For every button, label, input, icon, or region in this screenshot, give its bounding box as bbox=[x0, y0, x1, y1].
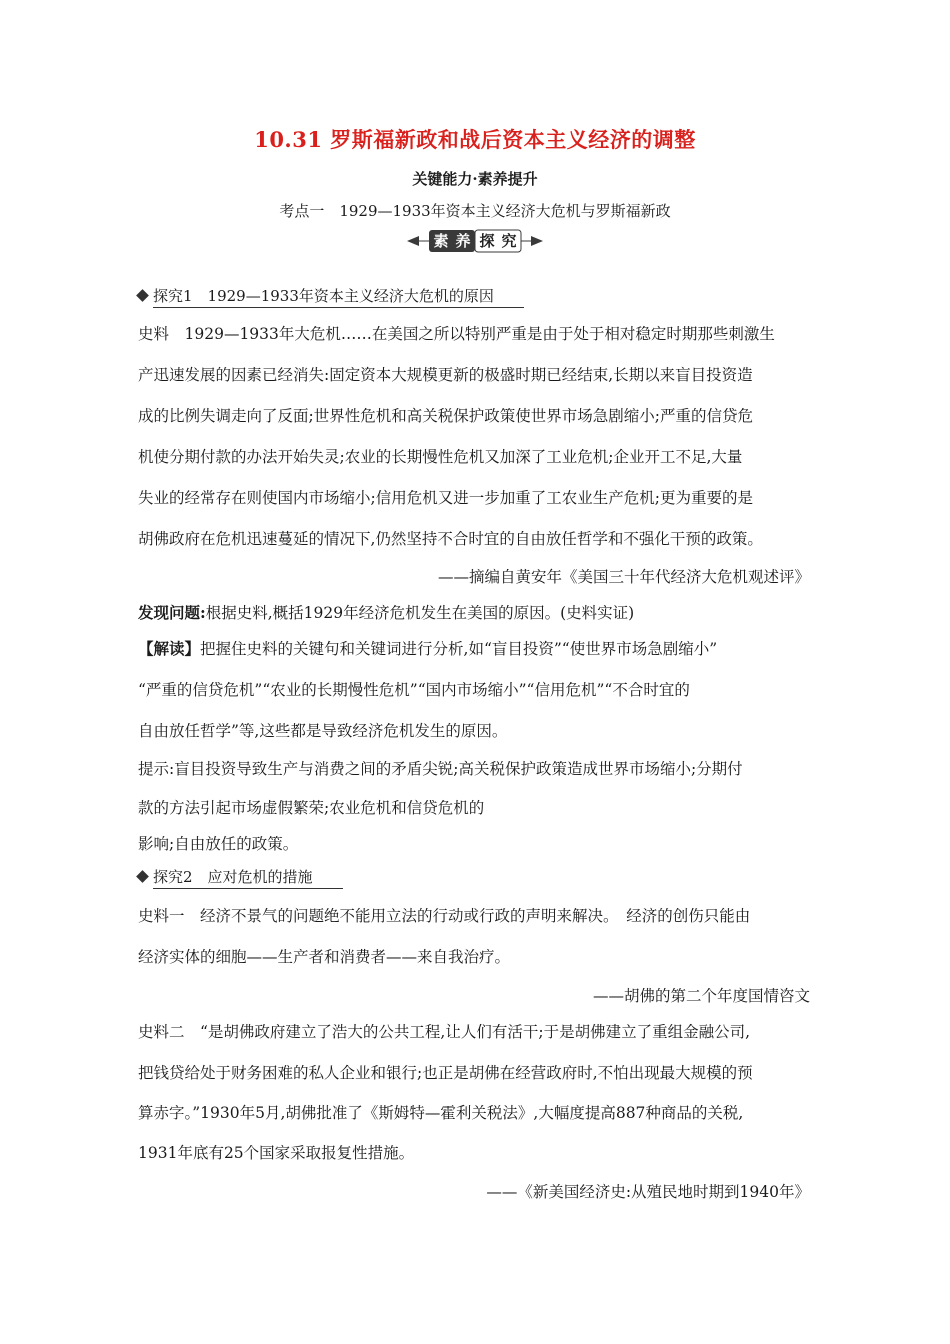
section-heading-2 bbox=[138, 866, 343, 889]
suyang-tanjiu-banner bbox=[405, 229, 545, 253]
material-line: 产迅速发展的因素已经消失:固定资本大规模更新的极盛时期已经结束,长期以来盲目投资造 bbox=[138, 366, 753, 384]
page-subtitle: 关键能力·素养提升 bbox=[412, 170, 538, 188]
banner-char-3: 探 bbox=[479, 232, 495, 250]
material-line: 史料二 “是胡佛政府建立了浩大的公共工程,让人们有活干;于是胡佛建立了重组金融公司, bbox=[138, 1023, 751, 1041]
banner-char-1: 素 bbox=[433, 232, 449, 250]
section-heading-1 bbox=[138, 285, 524, 308]
hint-line: 影响;自由放任的政策。 bbox=[138, 835, 299, 853]
source-citation: ——胡佛的第二个年度国情咨文 bbox=[592, 987, 810, 1005]
question-label: 发现问题: bbox=[138, 603, 206, 622]
material-line: 失业的经常存在则使国内市场缩小;信用危机又进一步加重了工农业生产危机;更为重要的是 bbox=[138, 489, 753, 507]
page-title: 10.31 罗斯福新政和战后资本主义经济的调整 bbox=[254, 127, 696, 152]
diamond-bullet-icon bbox=[136, 289, 149, 302]
material-line: 史料 1929—1933年大危机……在美国之所以特别严重是由于处于相对稳定时期那些刺激生 bbox=[138, 325, 775, 343]
hint-line: 款的方法引起市场虚假繁荣;农业危机和信贷危机的 bbox=[138, 799, 485, 817]
material-line: 把钱贷给处于财务困难的私人企业和银行;也正是胡佛在经营政府时,不怕出现最大规模的预 bbox=[138, 1064, 753, 1082]
section-heading-text: 探究2 应对危机的措施 bbox=[153, 866, 343, 889]
material-line: 算赤字。”1930年5月,胡佛批准了《斯姆特—霍利关税法》,大幅度提高887种商品的关税, bbox=[138, 1104, 744, 1122]
material-line: 成的比例失调走向了反面;世界性危机和高关税保护政策使世界市场急剧缩小;严重的信贷危 bbox=[138, 407, 753, 425]
question-text: 根据史料,概括1929年经济危机发生在美国的原因。(史料实证) bbox=[205, 604, 635, 622]
banner-char-4: 究 bbox=[501, 232, 517, 250]
topic-heading: 考点一 1929—1933年资本主义经济大危机与罗斯福新政 bbox=[279, 202, 671, 220]
jiedu-line: 自由放任哲学”等,这些都是导致经济危机发生的原因。 bbox=[138, 722, 508, 740]
section-heading-text: 探究1 1929—1933年资本主义经济大危机的原因 bbox=[153, 285, 524, 308]
diamond-bullet-icon bbox=[136, 870, 149, 883]
source-citation: ——摘编自黄安年《美国三十年代经济大危机观述评》 bbox=[437, 568, 810, 586]
material-line: 史料一 经济不景气的问题绝不能用立法的行动或行政的声明来解决。 经济的创伤只能由 bbox=[138, 907, 751, 925]
material-line: 1931年底有25个国家采取报复性措施。 bbox=[138, 1144, 415, 1162]
banner-char-2: 养 bbox=[455, 232, 471, 250]
material-line: 胡佛政府在危机迅速蔓延的情况下,仍然坚持不合时宜的自由放任哲学和不强化干预的政策。 bbox=[138, 530, 763, 548]
jiedu-line: “严重的信贷危机”“农业的长期慢性危机”“国内市场缩小”“信用危机”“不合时宜的 bbox=[138, 681, 690, 699]
source-citation: ——《新美国经济史:从殖民地时期到1940年》 bbox=[486, 1183, 810, 1201]
material-line: 机使分期付款的办法开始失灵;农业的长期慢性危机又加深了工业危机;企业开工不足,大量 bbox=[138, 448, 743, 466]
jiedu-text: 把握住史料的关键句和关键词进行分析,如“盲目投资”“使世界市场急剧缩小” bbox=[200, 640, 718, 658]
hint-line: 提示:盲目投资导致生产与消费之间的矛盾尖锐;高关税保护政策造成世界市场缩小;分期付 bbox=[138, 760, 743, 778]
material-line: 经济实体的细胞——生产者和消费者——来自我治疗。 bbox=[138, 948, 511, 966]
jiedu-label: 【解读】 bbox=[138, 639, 201, 658]
jiedu-line bbox=[138, 637, 717, 659]
question bbox=[138, 601, 634, 623]
